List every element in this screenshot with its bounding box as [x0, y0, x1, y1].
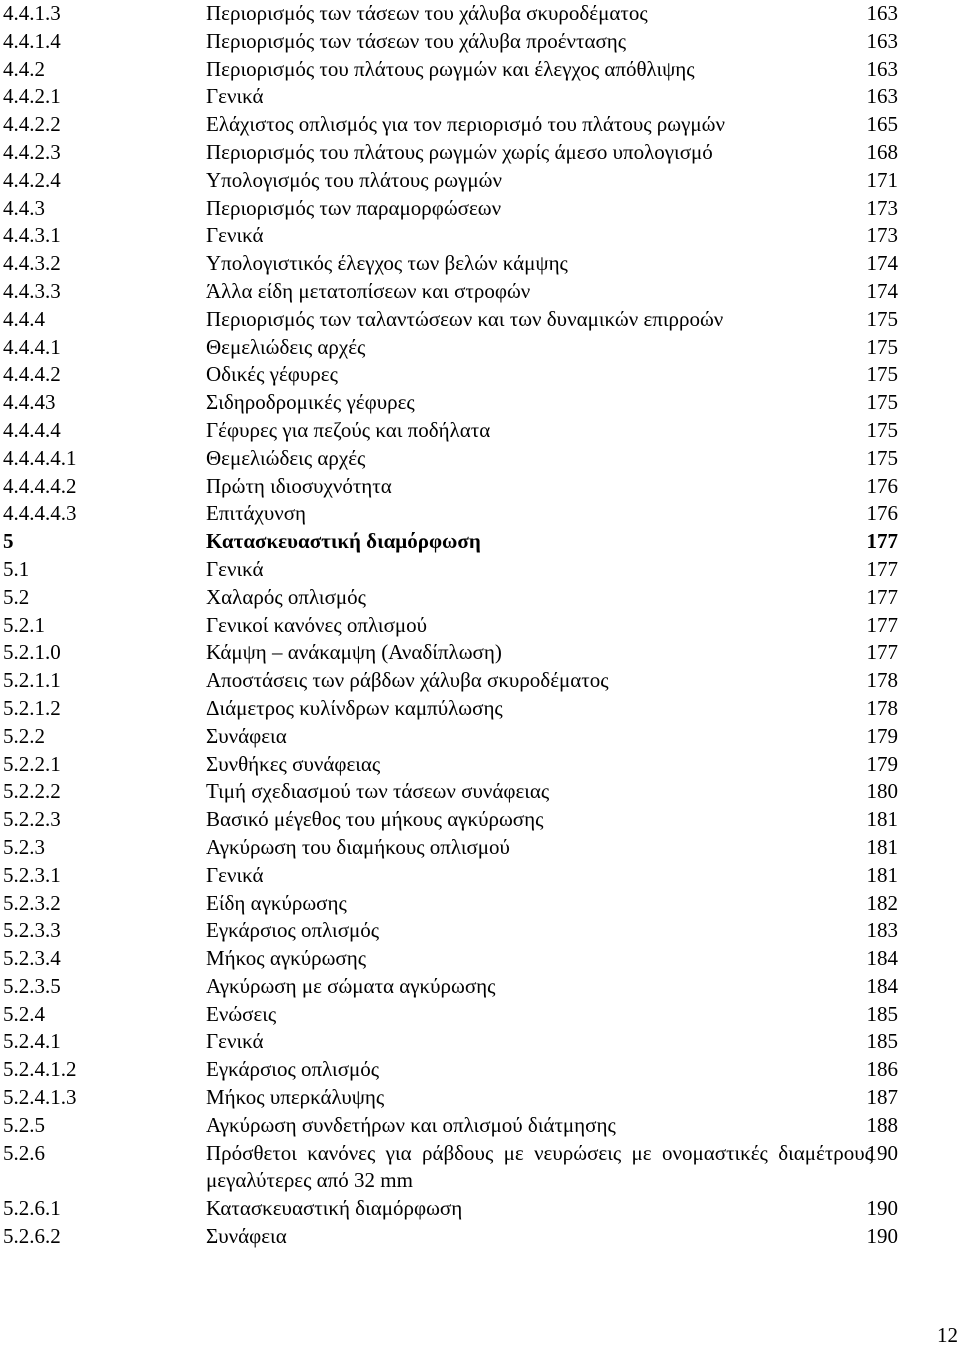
section-number: 5.2.3 — [3, 834, 45, 859]
section-number: 5.2.6 — [3, 1140, 45, 1165]
section-title: Συνθήκες συνάφειας — [206, 751, 381, 776]
toc-entry — [3, 584, 933, 612]
section-number: 5.2 — [3, 584, 30, 609]
section-page: 177 — [866, 640, 898, 665]
section-page: 185 — [866, 1029, 898, 1054]
section-page: 182 — [866, 890, 898, 915]
section-number: 4.4.4.4.1 — [3, 445, 77, 470]
section-number: 4.4.4.4 — [3, 417, 61, 442]
toc-entry — [3, 778, 933, 806]
toc-entry — [3, 195, 933, 223]
section-title: Οδικές γέφυρες — [206, 362, 338, 387]
section-page: 163 — [866, 1, 898, 25]
section-title: Περιορισμός του πλάτους ρωγμών και έλεγχος απόθλιψης — [206, 56, 695, 81]
section-title: Περιορισμός των ταλαντώσεων και των δυναμικών επιρροών — [206, 306, 724, 331]
section-title: Αγκύρωση με σώματα αγκύρωσης — [206, 973, 496, 998]
section-number: 5.2.4.1.3 — [3, 1085, 77, 1110]
section-page: 177 — [866, 612, 898, 637]
toc-entry — [3, 639, 933, 667]
toc-entry — [3, 806, 933, 834]
section-number: 4.4.4.1 — [3, 334, 61, 359]
section-page: 173 — [866, 195, 898, 220]
section-number: 4.4.2.1 — [3, 84, 61, 109]
section-title: Ελάχιστος οπλισμός για τον περιορισμό του πλάτους ρωγμών — [206, 112, 725, 137]
section-number: 4.4.2.2 — [3, 112, 61, 137]
section-title: Χαλαρός οπλισμός — [206, 584, 366, 609]
section-page: 181 — [866, 807, 898, 832]
section-number: 5.2.1.2 — [3, 695, 61, 720]
toc-entry — [3, 278, 933, 306]
section-number: 5 — [3, 529, 14, 554]
section-page: 177 — [866, 556, 898, 581]
section-number: 5.2.3.1 — [3, 862, 61, 887]
section-number: 4.4.2 — [3, 56, 45, 81]
toc-entry — [3, 445, 933, 473]
section-number: 5.2.4 — [3, 1001, 45, 1026]
section-title: Γενικά — [206, 862, 264, 887]
section-page: 185 — [866, 1001, 898, 1026]
section-number: 5.2.3.3 — [3, 918, 61, 943]
section-number: 4.4.2.4 — [3, 167, 61, 192]
section-page: 181 — [866, 834, 898, 859]
section-title: Θεμελιώδεις αρχές — [206, 334, 366, 359]
section-title: Περιορισμός των τάσεων του χάλυβα σκυροδέματος — [206, 1, 648, 25]
section-number: 5.1 — [3, 556, 30, 581]
section-number: 5.2.4.1 — [3, 1029, 61, 1054]
section-title: Πρώτη ιδιοσυχνότητα — [206, 473, 392, 498]
section-number: 4.4.4.4.2 — [3, 473, 77, 498]
page-number: 12 — [937, 1323, 958, 1347]
section-title: Διάμετρος κυλίνδρων καμπύλωσης — [206, 695, 503, 720]
section-page: 173 — [866, 223, 898, 248]
toc-entry — [3, 612, 933, 640]
toc-entry — [3, 389, 933, 417]
section-number: 5.2.2.1 — [3, 751, 61, 776]
section-page: 165 — [866, 112, 898, 137]
section-title: Επιτάχυνση — [206, 501, 307, 526]
section-title: Αγκύρωση του διαμήκους οπλισμού — [206, 834, 510, 859]
toc-entry — [3, 334, 933, 362]
section-page: 171 — [866, 167, 898, 192]
section-number: 5.2.2.2 — [3, 779, 61, 804]
toc-entry — [3, 1056, 933, 1084]
section-page: 175 — [866, 306, 898, 331]
section-page: 184 — [866, 946, 898, 971]
section-number: 5.2.4.1.2 — [3, 1057, 77, 1082]
toc-entry — [3, 56, 933, 84]
toc-entry — [3, 361, 933, 389]
section-number: 5.2.6.1 — [3, 1196, 61, 1221]
section-page: 175 — [866, 334, 898, 359]
section-title: Γενικά — [206, 84, 264, 109]
section-page: 177 — [866, 584, 898, 609]
toc-entry — [3, 250, 933, 278]
section-number: 4.4.4 — [3, 306, 45, 331]
toc-entry — [3, 695, 933, 723]
section-number: 5.2.2 — [3, 723, 45, 748]
section-title: Πρόσθετοι κανόνες για ράβδους με νευρώσεις με ονομαστικές διαμέτρους μεγαλύτερες από 32 mm — [206, 1140, 873, 1193]
toc-entry — [3, 528, 933, 556]
section-number: 4.4.3.1 — [3, 223, 61, 248]
section-title: Γενικοί κανόνες οπλισμού — [206, 612, 428, 637]
section-number: 4.4.3.3 — [3, 278, 61, 303]
section-number: 5.2.3.5 — [3, 973, 61, 998]
section-page: 174 — [866, 251, 898, 276]
section-page: 175 — [866, 417, 898, 442]
toc-entry — [3, 834, 933, 862]
section-page: 181 — [866, 862, 898, 887]
toc-entry — [3, 1084, 933, 1112]
section-number: 5.2.3.4 — [3, 946, 61, 971]
section-page: 183 — [866, 918, 898, 943]
toc-entry — [3, 1195, 933, 1223]
section-page: 187 — [866, 1085, 898, 1110]
section-title: Κατασκευαστική διαμόρφωση — [206, 1196, 463, 1221]
section-title: Σιδηροδρομικές γέφυρες — [206, 390, 415, 415]
toc-entry — [3, 0, 933, 28]
toc-entry — [3, 751, 933, 779]
section-number: 4.4.43 — [3, 390, 56, 415]
section-number: 4.4.3.2 — [3, 251, 61, 276]
section-title: Περιορισμός των τάσεων του χάλυβα προέντασης — [206, 28, 627, 53]
toc-entry — [3, 83, 933, 111]
section-page: 176 — [866, 473, 898, 498]
section-title: Εγκάρσιος οπλισμός — [206, 918, 380, 943]
toc-entry — [3, 167, 933, 195]
toc-entry — [3, 890, 933, 918]
section-page: 163 — [866, 56, 898, 81]
toc-entry — [3, 417, 933, 445]
section-page: 190 — [866, 1224, 898, 1249]
section-number: 5.2.5 — [3, 1112, 45, 1137]
section-title: Βασικό μέγεθος του μήκους αγκύρωσης — [206, 807, 544, 832]
section-page: 163 — [866, 28, 898, 53]
section-number: 4.4.4.2 — [3, 362, 61, 387]
toc-entry — [3, 1112, 933, 1140]
toc-entry — [3, 556, 933, 584]
section-page: 163 — [866, 84, 898, 109]
section-page: 174 — [866, 278, 898, 303]
section-title: Συνάφεια — [206, 723, 287, 748]
toc-entry — [3, 945, 933, 973]
toc-entry — [3, 667, 933, 695]
toc-entry — [3, 222, 933, 250]
section-number: 4.4.1.4 — [3, 28, 61, 53]
section-title: Κατασκευαστική διαμόρφωση — [206, 529, 481, 554]
section-number: 4.4.1.3 — [3, 1, 61, 25]
toc-entry — [3, 473, 933, 501]
toc-entry — [3, 139, 933, 167]
section-page: 186 — [866, 1057, 898, 1082]
section-page: 190 — [866, 1140, 898, 1165]
section-number: 4.4.2.3 — [3, 139, 61, 164]
section-number: 4.4.3 — [3, 195, 45, 220]
toc-entry — [3, 723, 933, 751]
section-title: Γενικά — [206, 223, 264, 248]
section-page: 178 — [866, 668, 898, 693]
toc-entry — [3, 917, 933, 945]
section-page: 175 — [866, 390, 898, 415]
section-title: Θεμελιώδεις αρχές — [206, 445, 366, 470]
toc-entry — [3, 500, 933, 528]
section-title: Μήκος υπερκάλυψης — [206, 1085, 385, 1110]
section-number: 5.2.2.3 — [3, 807, 61, 832]
section-page: 177 — [866, 529, 898, 554]
section-page: 184 — [866, 973, 898, 998]
section-page: 188 — [866, 1112, 898, 1137]
section-page: 190 — [866, 1196, 898, 1221]
section-title: Αποστάσεις των ράβδων χάλυβα σκυροδέματος — [206, 668, 609, 693]
toc-entry — [3, 306, 933, 334]
section-title: Ενώσεις — [206, 1001, 277, 1026]
toc-entry — [3, 1001, 933, 1029]
toc-entry — [3, 1223, 933, 1251]
section-title: Αγκύρωση συνδετήρων και οπλισμού διάτμησης — [206, 1112, 616, 1137]
toc-entry — [3, 973, 933, 1001]
section-page: 179 — [866, 723, 898, 748]
section-title: Τιμή σχεδιασμού των τάσεων συνάφειας — [206, 779, 550, 804]
section-title: Γέφυρες για πεζούς και ποδήλατα — [206, 417, 491, 442]
section-page: 175 — [866, 362, 898, 387]
section-page: 168 — [866, 139, 898, 164]
section-number: 5.2.3.2 — [3, 890, 61, 915]
section-title: Γενικά — [206, 1029, 264, 1054]
section-number: 5.2.1 — [3, 612, 45, 637]
toc-entry — [3, 1140, 933, 1196]
section-number: 5.2.6.2 — [3, 1224, 61, 1249]
section-number: 5.2.1.0 — [3, 640, 61, 665]
section-number: 5.2.1.1 — [3, 668, 61, 693]
section-title: Μήκος αγκύρωσης — [206, 946, 367, 971]
section-title: Γενικά — [206, 556, 264, 581]
section-page: 179 — [866, 751, 898, 776]
toc-entry — [3, 28, 933, 56]
section-page: 178 — [866, 695, 898, 720]
section-title: Περιορισμός του πλάτους ρωγμών χωρίς άμεσο υπολογισμό — [206, 139, 713, 164]
section-title: Υπολογισμός του πλάτους ρωγμών — [206, 167, 502, 192]
toc-entry — [3, 1028, 933, 1056]
section-number: 4.4.4.4.3 — [3, 501, 77, 526]
section-page: 175 — [866, 445, 898, 470]
section-page: 176 — [866, 501, 898, 526]
section-title: Εγκάρσιος οπλισμός — [206, 1057, 380, 1082]
section-title: Άλλα είδη μετατοπίσεων και στροφών — [206, 278, 531, 303]
toc-entry — [3, 111, 933, 139]
section-title: Συνάφεια — [206, 1224, 287, 1249]
toc-entry — [3, 862, 933, 890]
section-title: Υπολογιστικός έλεγχος των βελών κάμψης — [206, 251, 568, 276]
section-title: Κάμψη – ανάκαμψη (Αναδίπλωση) — [206, 640, 502, 665]
section-page: 180 — [866, 779, 898, 804]
table-of-contents — [3, 0, 933, 1251]
section-title: Περιορισμός των παραμορφώσεων — [206, 195, 502, 220]
section-title: Είδη αγκύρωσης — [206, 890, 347, 915]
